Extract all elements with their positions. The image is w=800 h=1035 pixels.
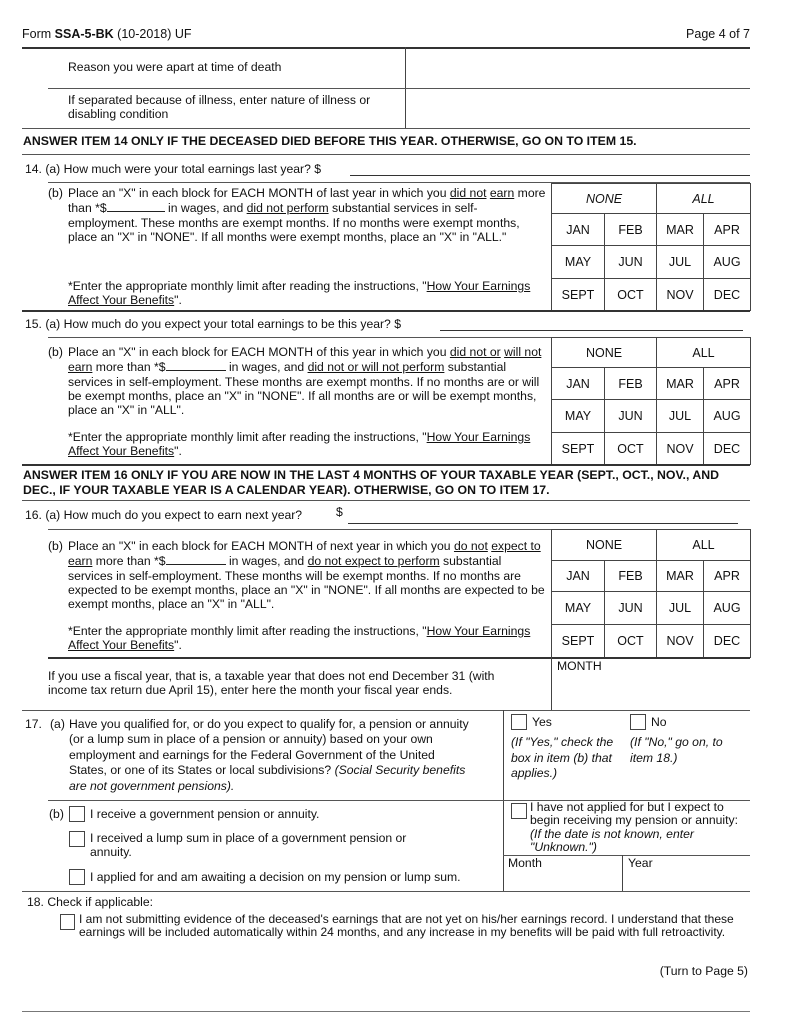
item14-month-jan[interactable]: JAN bbox=[552, 214, 605, 246]
item16-number: 16. bbox=[25, 508, 42, 522]
item14-number: 14. bbox=[25, 162, 42, 176]
item16-b-underline3: do not expect to perform bbox=[307, 554, 440, 569]
item15-month-sept[interactable]: SEPT bbox=[552, 433, 605, 465]
separation-reason-field[interactable] bbox=[407, 48, 750, 87]
item15-b-underline1: did not or bbox=[449, 345, 501, 359]
item16-all-box[interactable]: ALL bbox=[657, 530, 751, 561]
item14-b-underline2: earn bbox=[489, 186, 515, 200]
item17-b-opt4-label: I have not applied for but I expect to begin receiving my pension or annuity: (If the date is not known, enter "Unknown.") bbox=[530, 800, 738, 854]
item14-month-may[interactable]: MAY bbox=[552, 246, 605, 279]
item15-month-nov[interactable]: NOV bbox=[657, 433, 704, 465]
item14-all-box[interactable]: ALL bbox=[657, 184, 751, 214]
item16-grid-bottom-rule bbox=[48, 657, 750, 659]
illness-label: If separated because of illness, enter nature of illness or disabling condition bbox=[68, 93, 371, 122]
form-prefix: Form bbox=[22, 27, 55, 41]
item16-limit-input[interactable] bbox=[166, 553, 226, 565]
item14-earnings-input[interactable] bbox=[350, 162, 750, 176]
item17-b-opt3-label: I applied for and am awaiting a decision on my pension or lump sum. bbox=[90, 870, 461, 884]
item15-month-jun[interactable]: JUN bbox=[605, 400, 657, 433]
item17-b-prefix: (b) bbox=[49, 807, 64, 821]
item16-bottom-rule bbox=[22, 710, 750, 711]
item16-month-aug[interactable]: AUG bbox=[704, 592, 751, 625]
page-number: Page 4 of 7 bbox=[686, 27, 750, 41]
item17-number: 17. bbox=[25, 717, 42, 731]
item14-month-aug[interactable]: AUG bbox=[704, 246, 751, 279]
item17-month-label: Month bbox=[508, 856, 542, 870]
item15-month-mar[interactable]: MAR bbox=[657, 368, 704, 400]
item16-a-label: (a) How much do you expect to earn next year? bbox=[45, 508, 303, 522]
item14-month-dec[interactable]: DEC bbox=[704, 279, 751, 311]
item16-month-mar[interactable]: MAR bbox=[657, 561, 704, 592]
item14-b-underline1: did not bbox=[449, 186, 487, 200]
item14-month-jul[interactable]: JUL bbox=[657, 246, 704, 279]
item15-earnings-input[interactable] bbox=[440, 317, 743, 331]
item15-month-oct[interactable]: OCT bbox=[605, 433, 657, 465]
item17-year-input[interactable] bbox=[624, 870, 749, 890]
item15-month-apr[interactable]: APR bbox=[704, 368, 751, 400]
item16-fiscal-month-input[interactable] bbox=[553, 674, 749, 708]
item14-a bbox=[25, 162, 321, 176]
item16-instructions-link[interactable]: How Your Earnings Affect Your Benefits bbox=[68, 624, 531, 653]
item15-month-grid bbox=[551, 337, 751, 465]
item16-month-feb[interactable]: FEB bbox=[605, 561, 657, 592]
item14-month-oct[interactable]: OCT bbox=[605, 279, 657, 311]
item14-b-prefix: (b) bbox=[48, 186, 63, 200]
item15-month-aug[interactable]: AUG bbox=[704, 400, 751, 433]
item15-month-jul[interactable]: JUL bbox=[657, 400, 704, 433]
item16-month-may[interactable]: MAY bbox=[552, 592, 605, 625]
item17-year-label: Year bbox=[628, 856, 653, 870]
item17-no-checkbox[interactable] bbox=[630, 714, 646, 730]
item15-none-box[interactable]: NONE bbox=[552, 338, 657, 368]
item15-month-jan[interactable]: JAN bbox=[552, 368, 605, 400]
form-header bbox=[22, 27, 192, 41]
item16-none-box[interactable]: NONE bbox=[552, 530, 657, 561]
item16-dollar-sign: $ bbox=[336, 505, 343, 519]
separation-bottom-rule bbox=[22, 128, 750, 129]
item14-instructions-link[interactable]: How Your Earnings Affect Your Benefits bbox=[68, 279, 531, 308]
turn-page-note: (Turn to Page 5) bbox=[659, 964, 748, 978]
item15-instructions-link[interactable]: How Your Earnings Affect Your Benefits bbox=[68, 430, 531, 459]
item17-month-input[interactable] bbox=[505, 870, 620, 890]
item15-b-underline2: will not earn bbox=[68, 345, 542, 375]
item14-instruction-banner: ANSWER ITEM 14 ONLY IF THE DECEASED DIED BEFORE THIS YEAR. OTHERWISE, GO ON TO ITEM 15. bbox=[23, 134, 637, 148]
item14-note: *Enter the appropriate monthly limit after reading the instructions, "How Your Earnings Affect Your Benefits". bbox=[68, 279, 531, 308]
item16-month-dec[interactable]: DEC bbox=[704, 625, 751, 658]
item15-b-text: Place an "X" in each block for EACH MONTH of this year in which you did not or will not earn more than *$ in wages, and did not or will not perform substantial services in self-employment. These months are exempt months. If no months are or will be exempt months, place an "X" in "NONE". If all months are or will be exempt months, place an "X" in "ALL". bbox=[68, 345, 542, 418]
item18-text: I am not submitting evidence of the deceased's earnings that are not yet on his/her earnings record. I understand that these earnings will be included automatically within 24 months, and any increase in my benefits will be paid with full retroactivity. bbox=[79, 912, 734, 940]
item16-fiscal-divider bbox=[551, 657, 552, 710]
item15-a-label: (a) How much do you expect your total earnings to be this year? $ bbox=[45, 317, 402, 331]
item15-b-underline3: did not or will not perform bbox=[307, 360, 445, 375]
item16-month-nov[interactable]: NOV bbox=[657, 625, 704, 658]
item15-b-prefix: (b) bbox=[48, 345, 63, 359]
item14-month-apr[interactable]: APR bbox=[704, 214, 751, 246]
item14-bottom-rule bbox=[22, 310, 750, 312]
item14-month-grid bbox=[551, 183, 751, 311]
item16-instruction-banner: ANSWER ITEM 16 ONLY IF YOU ARE NOW IN THE LAST 4 MONTHS OF YOUR TAXABLE YEAR (SEPT., OCT., NOV., AND DEC., IF YOUR TAXABLE YEAR IS A CALENDAR YEAR). OTHERWISE, GO ON TO ITEM 17. bbox=[23, 468, 719, 497]
item14-limit-input[interactable] bbox=[107, 200, 165, 212]
form-version: (10-2018) UF bbox=[113, 27, 192, 41]
separation-reason-label: Reason you were apart at time of death bbox=[68, 60, 282, 74]
item17-b-opt4-checkbox[interactable] bbox=[511, 803, 527, 819]
item17-b-opt3-checkbox[interactable] bbox=[69, 869, 85, 885]
footer-rule bbox=[22, 1011, 750, 1012]
item14-month-sept[interactable]: SEPT bbox=[552, 279, 605, 311]
banner16-rule bbox=[22, 500, 750, 501]
item16-earnings-input[interactable] bbox=[348, 510, 738, 524]
item16-b-text: Place an "X" in each block for EACH MONTH of next year in which you do not expect to earn more than *$ in wages, and do not expect to perform substantial services in self-employment. These months will be exempt months. If no months are expected to be exempt months, place an "X" in "NONE". If all months are expected to be exempt months, place an "X" in "ALL". bbox=[68, 539, 545, 612]
item16-fiscal-text: If you use a fiscal year, that is, a taxable year that does not end December 31 (with income tax return due April 15), enter here the month your fiscal year ends. bbox=[48, 669, 495, 698]
item15-bottom-rule bbox=[22, 464, 750, 466]
item14-month-feb[interactable]: FEB bbox=[605, 214, 657, 246]
item18-header bbox=[27, 895, 153, 909]
item14-b-text: Place an "X" in each block for EACH MONTH of last year in which you did not earn more than *$ in wages, and did not perform substantial services in self-employment. These months are exempt months. If no months were exempt months, place an "X" in "NONE". If all months were exempt months, place an "X" in "ALL." bbox=[68, 186, 546, 244]
item16-month-sept[interactable]: SEPT bbox=[552, 625, 605, 658]
item16-month-oct[interactable]: OCT bbox=[605, 625, 657, 658]
form-id: SSA-5-BK bbox=[54, 27, 114, 41]
item15-limit-input[interactable] bbox=[166, 359, 226, 371]
item16-month-jul[interactable]: JUL bbox=[657, 592, 704, 625]
item17-yes-checkbox[interactable] bbox=[511, 714, 527, 730]
item16-month-jun[interactable]: JUN bbox=[605, 592, 657, 625]
item18-label: Check if applicable: bbox=[47, 895, 154, 909]
item17-b-opt1-checkbox[interactable] bbox=[69, 806, 85, 822]
item14-month-nov[interactable]: NOV bbox=[657, 279, 704, 311]
item15-all-box[interactable]: ALL bbox=[657, 338, 751, 368]
item16-fiscal-month-label: MONTH bbox=[557, 659, 602, 673]
item17-no-label: No bbox=[651, 715, 667, 729]
item16-b-prefix: (b) bbox=[48, 539, 63, 553]
item17-a-prefix: (a) bbox=[50, 717, 65, 731]
item15-month-feb[interactable]: FEB bbox=[605, 368, 657, 400]
banner14-rule bbox=[22, 154, 750, 155]
item17-date-divider bbox=[622, 855, 623, 891]
item16-b-underline2: expect to earn bbox=[68, 539, 541, 569]
item16-note: *Enter the appropriate monthly limit after reading the instructions, "How Your Earnings Affect Your Benefits". bbox=[68, 624, 531, 653]
item17-yes-label: Yes bbox=[532, 715, 552, 729]
item14-month-mar[interactable]: MAR bbox=[657, 214, 704, 246]
item15-month-dec[interactable]: DEC bbox=[704, 433, 751, 465]
item17-b-opt2-checkbox[interactable] bbox=[69, 831, 85, 847]
item17-yes-note: (If "Yes," check the box in item (b) that applies.) bbox=[511, 735, 614, 780]
item15-note: *Enter the appropriate monthly limit after reading the instructions, "How Your Earnings Affect Your Benefits". bbox=[68, 430, 531, 459]
item16-a bbox=[25, 508, 302, 522]
item15-a bbox=[25, 317, 401, 331]
item18-number: 18. bbox=[27, 895, 44, 909]
item14-none-box[interactable]: NONE bbox=[552, 184, 657, 214]
item14-b-underline3: did not perform bbox=[246, 201, 329, 216]
item16-month-jan[interactable]: JAN bbox=[552, 561, 605, 592]
item15-number: 15. bbox=[25, 317, 42, 331]
item16-b-underline1: do not bbox=[453, 539, 488, 553]
item17-no-note: (If "No," go on, to item 18.) bbox=[630, 735, 723, 765]
item15-month-may[interactable]: MAY bbox=[552, 400, 605, 433]
item16-month-grid bbox=[551, 529, 751, 658]
item14-a-label: (a) How much were your total earnings last year? $ bbox=[45, 162, 322, 176]
item18-checkbox[interactable] bbox=[60, 914, 75, 930]
illness-field[interactable] bbox=[407, 89, 750, 127]
item17-a-text: Have you qualified for, or do you expect to qualify for, a pension or annuity (or a lump sum in place of a pension or annuity) based on your own employment and earnings for the Federal Government of the United States, or one of its States or local subdivisions? (Social Security benefits are not government pensions). bbox=[69, 717, 469, 793]
item14-month-jun[interactable]: JUN bbox=[605, 246, 657, 279]
item16-month-apr[interactable]: APR bbox=[704, 561, 751, 592]
item17-b-opt1-label: I receive a government pension or annuity. bbox=[90, 807, 320, 821]
item17-bottom-rule bbox=[22, 891, 750, 892]
item17-b-opt2-label: I received a lump sum in place of a government pension or annuity. bbox=[90, 831, 407, 859]
